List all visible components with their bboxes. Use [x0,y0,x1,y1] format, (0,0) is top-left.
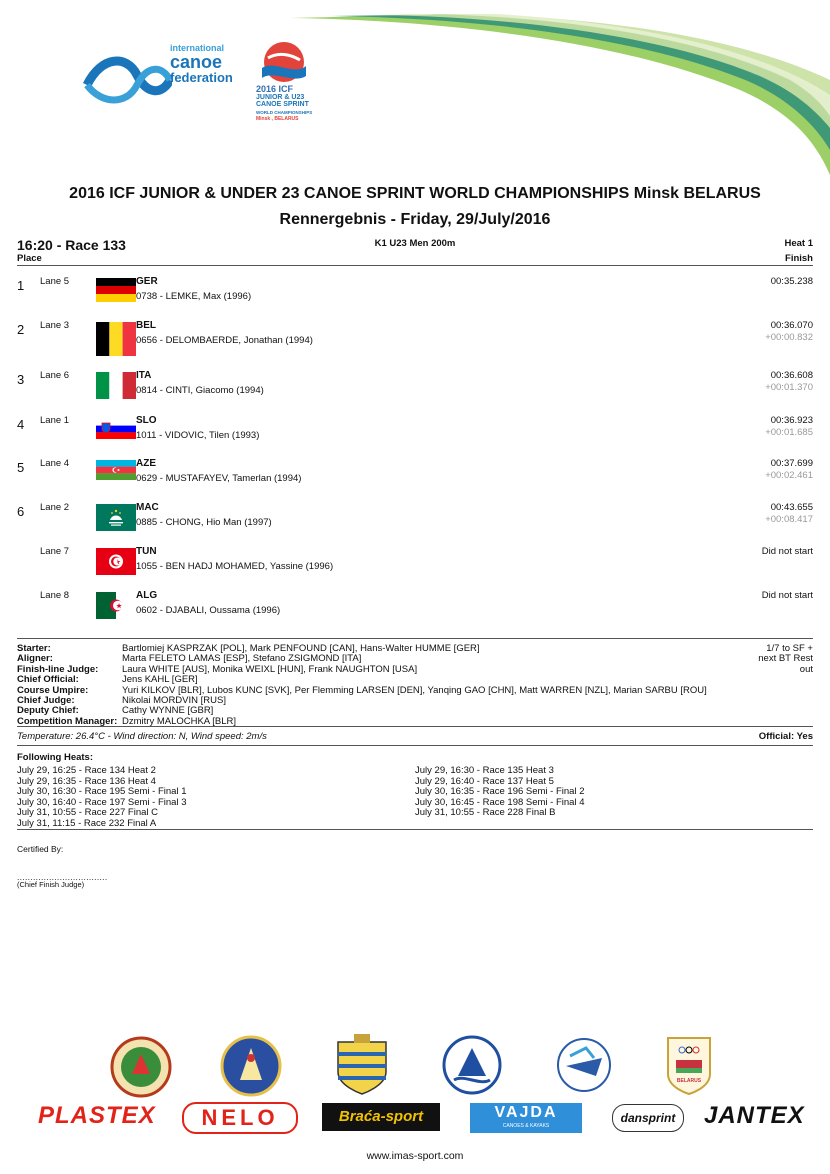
header-divider [17,265,813,266]
event-logo-line4: WORLD CHAMPIONSHIPS [256,109,313,115]
weather-divider [17,745,813,746]
lane: Lane 7 [40,546,70,557]
list-item: July 29, 16:35 - Race 136 Heat 4 [17,775,156,787]
place: 1 [17,278,25,293]
official-value: Nikolai MORDVIN [RUS] [122,695,226,707]
athlete: 0885 - CHONG, Hio Man (1997) [136,517,272,528]
page-subtitle: Rennergebnis - Friday, 29/July/2016 [279,211,551,228]
time-gap: +00:01.685 [765,427,813,438]
time-gap: +00:00.832 [765,332,813,343]
list-item: July 29, 16:30 - Race 135 Heat 3 [415,765,554,776]
sponsor-nelo: NELO [182,1102,298,1134]
athlete: 0602 - DJABALI, Oussama (1996) [136,605,281,616]
icf-line2: canoe [170,52,223,72]
finish-time: Did not start [761,590,813,601]
col-finish-header: Finish [785,253,813,264]
tun-flag-icon [96,548,136,575]
event-logo [250,40,320,130]
icf-line1: international [170,43,225,53]
place: 5 [17,460,25,475]
official-value: Laura WHITE [AUS], Monika WEIXL [HUN], Frank NAUGHTON [USA] [122,663,418,675]
table-row [0,370,830,414]
icf-logo [82,40,242,120]
nation: ALG [136,590,158,601]
athlete: 0629 - MUSTAFAYEV, Tamerlan (1994) [136,473,302,484]
official-label: Finish-line Judge: [17,663,99,675]
athlete: 0656 - DELOMBAERDE, Jonathan (1994) [136,335,313,346]
ger-flag-icon [96,278,136,302]
nation: GER [136,276,158,287]
following-divider [17,829,813,830]
list-item: July 30, 16:40 - Race 197 Semi - Final 3 [17,796,187,808]
finish-time: 00:43.655 [770,502,813,513]
official-value: Jens KAHL [GER] [122,674,198,686]
table-row [0,276,830,320]
ita-flag-icon [96,372,136,399]
icf-line3: federation [170,70,233,85]
official-value: Cathy WYNNE [GBR] [122,705,214,717]
progression-line3: out [799,663,813,675]
sponsor-emblem-3-icon [332,1032,392,1096]
sponsor-emblem-2-icon [220,1034,282,1098]
athlete: 1055 - BEN HADJ MOHAMED, Yassine (1996) [136,561,334,572]
nation: TUN [136,546,157,557]
list-item: July 30, 16:45 - Race 198 Semi - Final 4 [415,796,585,808]
table-row [0,415,830,459]
finish-time: 00:36.608 [770,370,813,381]
officials-block [17,644,707,727]
following-heats-left [17,766,187,829]
race-time: 16:20 - Race 133 [17,237,126,253]
official-label: Chief Judge: [17,695,75,707]
time-gap: +00:01.370 [765,382,813,393]
sponsor-emblem-1-icon [110,1036,172,1098]
finish-time: Did not start [761,546,813,557]
weather-conditions: Temperature: 26.4°C - Wind direction: N, Wind speed: 2m/s [17,731,267,742]
official-value: Bartlomiej KASPRZAK [POL], Mark PENFOUND [CAN], Hans-Walter HUMME [GER] [122,643,480,654]
lane: Lane 3 [40,320,70,331]
official-label: Starter: [17,643,51,654]
sponsor-emblem-6-icon [664,1034,714,1096]
bel-flag-icon [96,322,136,356]
vajda-wordmark: VAJDA [494,1104,558,1121]
nation: MAC [136,502,159,513]
official-label: Course Umpire: [17,684,89,696]
place: 3 [17,372,25,387]
list-item: July 30, 16:30 - Race 195 Semi - Final 1 [17,786,187,797]
finish-time: 00:37.699 [770,458,813,469]
official-status: Official: Yes [758,731,813,742]
lane: Lane 8 [40,590,70,601]
sponsor-vajda [470,1103,582,1133]
official-value: Marta FELETO LAMAS [ESP], Stefano ZSIGMOND [ITA] [122,653,362,665]
alg-flag-icon [96,592,136,619]
vajda-subtitle: CANOES & KAYAKS [502,1123,550,1129]
athlete: 0814 - CINTI, Giacomo (1994) [136,385,264,396]
finish-time: 00:36.923 [770,415,813,426]
signature-line: .................................. [17,872,108,882]
list-item: July 31, 10:55 - Race 227 Final C [17,807,158,818]
page-title: 2016 ICF JUNIOR & UNDER 23 CANOE SPRINT WORLD CHAMPIONSHIPS Minsk BELARUS [69,185,761,202]
event-logo-line5: Minsk , BELARUS [256,116,299,122]
time-gap: +00:08.417 [765,514,813,525]
lane: Lane 6 [40,370,70,381]
list-item: July 29, 16:40 - Race 137 Heat 5 [415,775,554,787]
slo-flag-icon [96,419,136,439]
following-heats-heading: Following Heats: [17,752,93,763]
finish-time: 00:35.238 [770,276,813,287]
sponsor-plastex: PLASTEX [38,1102,156,1129]
results-divider [17,638,813,639]
place: 2 [17,322,25,337]
official-label: Deputy Chief: [17,705,79,717]
time-gap: +00:02.461 [765,470,813,481]
officials-divider [17,726,813,727]
table-row [0,502,830,546]
event-name: K1 U23 Men 200m [374,238,456,249]
athlete: 0738 - LEMKE, Max (1996) [136,291,252,302]
event-logo-line1: 2016 ICF [256,84,294,94]
event-logo-line2: JUNIOR & U23 [256,93,305,101]
list-item: July 29, 16:25 - Race 134 Heat 2 [17,765,156,776]
progression-line2: next BT Rest [758,653,813,665]
lane: Lane 1 [40,415,70,426]
col-place-header: Place [17,253,42,264]
official-label: Aligner: [17,653,53,665]
official-value: Yuri KILKOV [BLR], Lubos KUNC [SVK], Per Flemming LARSEN [DEN], Yanqing GAO [CHN], Matt WARREN [NZL], Marian SARBU [ROU] [122,684,707,696]
heat-label: Heat 1 [784,238,813,249]
table-row [0,590,830,634]
event-logo-line3: CANOE SPRINT [256,101,309,108]
footer-url[interactable]: www.imas-sport.com [366,1150,464,1162]
lane: Lane 5 [40,276,70,287]
aze-flag-icon [96,460,136,480]
nation: AZE [136,458,156,469]
athlete: 1011 - VIDOVIC, Tilen (1993) [136,430,260,441]
nation: SLO [136,415,157,426]
table-row [0,458,830,502]
sponsor-braca: Braća-sport [322,1103,440,1131]
sponsor-emblem-5-icon [556,1036,612,1094]
nation: ITA [136,370,152,381]
event-paddler-icon [254,40,314,84]
list-item: July 30, 16:35 - Race 196 Semi - Final 2 [415,786,585,797]
nation: BEL [136,320,156,331]
place: 4 [17,417,25,432]
table-row [0,320,830,364]
sponsor-emblem-4-icon [442,1034,502,1096]
following-heats-right [415,766,585,819]
lane: Lane 4 [40,458,70,469]
finish-time: 00:36.070 [770,320,813,331]
official-value: Dzmitry MALOCHKA [BLR] [122,715,237,727]
official-label: Competition Manager: [17,715,118,727]
sponsor-jantex: JANTEX [704,1102,805,1129]
progression-line1: 1/7 to SF + [766,643,813,654]
icf-wave-icon [82,40,172,120]
certified-by: Certified By: [17,844,64,854]
progression-rule [758,644,813,675]
table-row [0,546,830,590]
lane: Lane 2 [40,502,70,513]
sponsor-dansprint: dansprint [612,1104,684,1132]
header-swoosh [290,0,830,185]
signature-role: (Chief Finish Judge) [17,880,85,889]
place: 6 [17,504,25,519]
mac-flag-icon [96,504,136,531]
list-item: July 31, 10:55 - Race 228 Final B [415,807,556,818]
belarus-label: BELARUS [676,1078,702,1084]
official-label: Chief Official: [17,674,79,686]
list-item: July 31, 11:15 - Race 232 Final A [17,817,157,829]
